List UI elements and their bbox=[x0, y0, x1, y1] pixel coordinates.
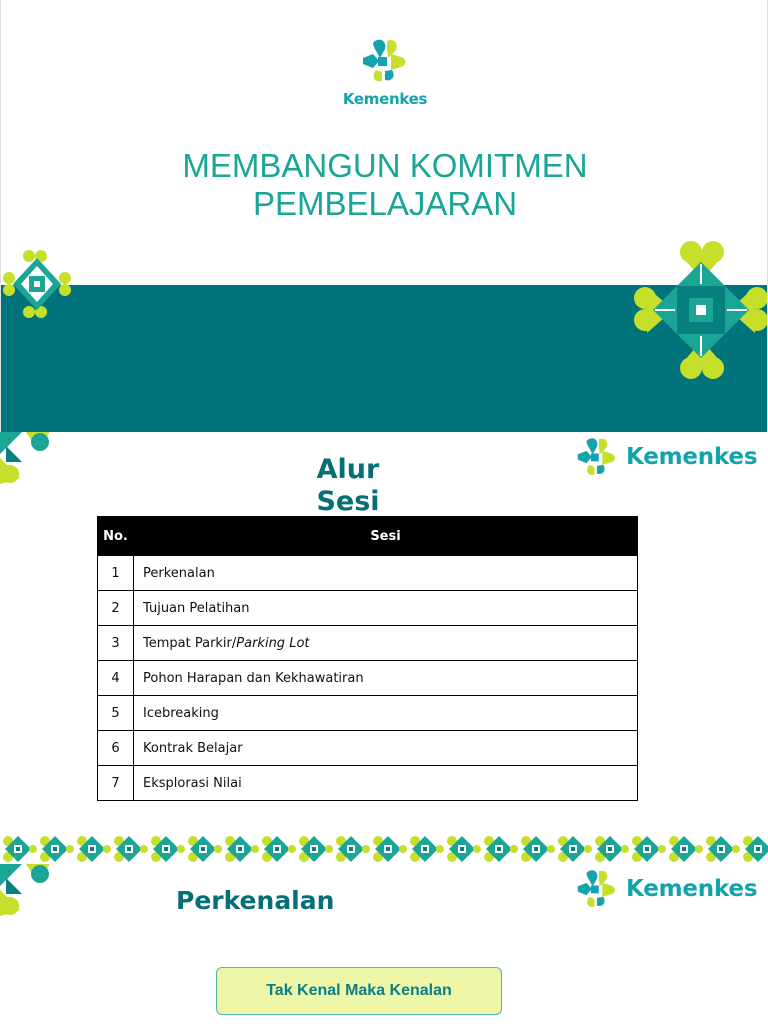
session-text: Kontrak Belajar bbox=[143, 740, 243, 756]
cover-title-line1: MEMBANGUN KOMITMEN bbox=[182, 147, 588, 184]
corner-motif-icon bbox=[0, 864, 54, 918]
cover-title-line2: PEMBELAJARAN bbox=[252, 185, 518, 222]
row-session bbox=[134, 626, 638, 661]
brand-name: Kemenkes bbox=[626, 876, 758, 902]
row-session bbox=[134, 696, 638, 731]
table-row bbox=[98, 661, 638, 696]
perkenalan-slide bbox=[0, 820, 768, 1024]
table-row bbox=[98, 696, 638, 731]
brand-name: Kemenkes bbox=[342, 90, 428, 108]
kenalan-button[interactable]: Tak Kenal Maka Kenalan bbox=[216, 967, 502, 1015]
session-text: Eksplorasi Nilai bbox=[143, 775, 242, 791]
cover-title bbox=[1, 147, 768, 223]
column-header-sesi: Sesi bbox=[134, 517, 638, 556]
row-number: 7 bbox=[98, 766, 134, 801]
flower-motif-large-icon bbox=[633, 240, 768, 380]
row-number: 5 bbox=[98, 696, 134, 731]
row-session bbox=[134, 591, 638, 626]
row-number: 2 bbox=[98, 591, 134, 626]
table-row bbox=[98, 626, 638, 661]
table-header-row bbox=[98, 517, 638, 556]
row-session bbox=[134, 661, 638, 696]
session-text: Pohon Harapan dan Kekhawatiran bbox=[143, 670, 364, 686]
brand-name: Kemenkes bbox=[626, 444, 758, 470]
session-text-italic: Parking Lot bbox=[236, 635, 310, 651]
kemenkes-logo bbox=[576, 866, 757, 912]
kemenkes-mark-icon bbox=[361, 38, 409, 84]
session-text: Tempat Parkir/ bbox=[143, 635, 237, 651]
table-row bbox=[98, 556, 638, 591]
column-header-no: No. bbox=[98, 517, 134, 556]
row-session bbox=[134, 766, 638, 801]
row-number: 1 bbox=[98, 556, 134, 591]
flower-motif-icon bbox=[3, 248, 73, 320]
slide-title: Perkenalan bbox=[176, 886, 335, 915]
corner-motif-icon bbox=[0, 432, 54, 486]
row-session bbox=[134, 556, 638, 591]
session-table bbox=[97, 516, 638, 801]
table-row bbox=[98, 731, 638, 766]
kemenkes-logo bbox=[576, 434, 757, 480]
kemenkes-mark-icon bbox=[576, 434, 618, 480]
slide-title bbox=[270, 454, 426, 518]
row-session bbox=[134, 731, 638, 766]
slide-title-line1: Alur bbox=[316, 454, 380, 485]
decorative-border-icon bbox=[0, 834, 768, 864]
row-number: 3 bbox=[98, 626, 134, 661]
kemenkes-logo bbox=[337, 38, 433, 108]
alur-sesi-slide bbox=[0, 432, 768, 820]
session-text: Tujuan Pelatihan bbox=[143, 600, 250, 616]
cover-slide bbox=[0, 0, 768, 432]
table-row bbox=[98, 766, 638, 801]
kemenkes-mark-icon bbox=[576, 866, 618, 912]
row-number: 6 bbox=[98, 731, 134, 766]
row-number: 4 bbox=[98, 661, 134, 696]
table-row bbox=[98, 591, 638, 626]
slide-title-line2: Sesi bbox=[316, 486, 380, 517]
session-text: Perkenalan bbox=[143, 565, 215, 581]
session-text: Icebreaking bbox=[143, 705, 219, 721]
